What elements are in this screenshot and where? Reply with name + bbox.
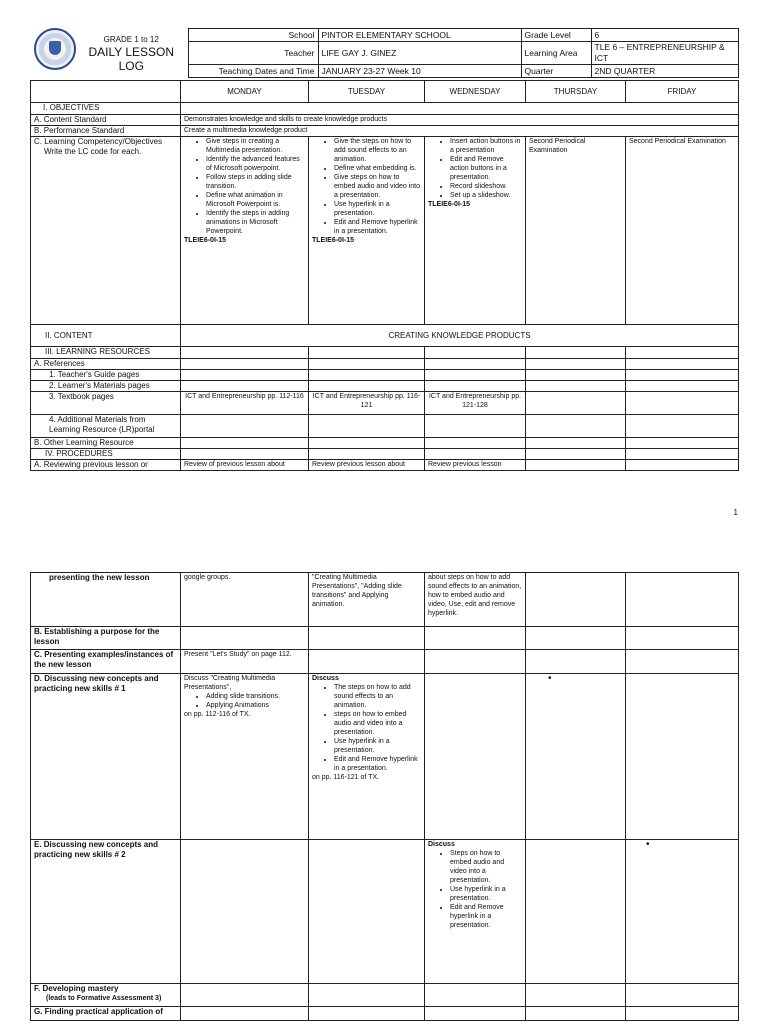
list-item: • Edit and Remove hyperlink in a presentation.: [334, 218, 421, 236]
list-item: • Follow steps in adding slide transition.: [206, 173, 305, 191]
review-monday: Review of previous lesson about: [181, 460, 309, 471]
concepts-1-tuesday-list: [312, 683, 421, 773]
school-value: PINTOR ELEMENTARY SCHOOL: [318, 29, 521, 42]
concepts-1-monday-list: [184, 692, 305, 710]
examples-label: C. Presenting examples/instances of the new lesson: [31, 650, 181, 674]
learners-materials-label: 2. Learner's Materials pages: [31, 381, 181, 392]
thursday-lc: Second Periodical Examination: [526, 137, 626, 325]
list-item: • Identify the advanced features of Microsoft powerpoint.: [206, 155, 305, 173]
other-resource-label: B. Other Learning Resource: [31, 438, 181, 449]
concepts-1-monday-intro: Discuss "Creating Multimedia Presentations",: [184, 675, 276, 691]
bullet-mark: •: [646, 839, 650, 850]
teacher-label: Teacher: [188, 42, 318, 65]
day-friday: FRIDAY: [626, 81, 739, 103]
content-value: CREATING KNOWLEDGE PRODUCTS: [181, 325, 739, 347]
examples-monday: Present "Let's Study" on page 112.: [181, 650, 309, 674]
list-item: • Record slideshow.: [450, 182, 522, 191]
presenting-wednesday: about steps on how to add sound effects to an animation, how to embed audio and video, Use, edit and remove hyperlink.: [425, 573, 526, 627]
grade-level-label: Grade Level: [521, 29, 591, 42]
resources-heading: III. LEARNING RESOURCES: [31, 347, 181, 359]
concepts-2-wednesday-intro: Discuss: [428, 841, 455, 848]
performance-standard-value: Create a multimedia knowledge product: [181, 126, 739, 137]
concepts-1-monday-tail: on pp. 112-116 of TX.: [184, 711, 251, 718]
concepts-1-tuesday-intro: Discuss: [312, 675, 339, 682]
list-item: • Adding slide transitions.: [206, 692, 305, 701]
concepts-2-wednesday-list: [428, 849, 522, 930]
learning-area-label: Learning Area: [521, 42, 591, 65]
quarter-label: Quarter: [521, 65, 591, 78]
review-tuesday: Review previous lesson about: [309, 460, 425, 471]
list-item: • Give the steps on how to add sound effects to an animation.: [334, 137, 421, 164]
presenting-tuesday: "Creating Multimedia Presentations", "Adding slide transitions" and Applying animation.: [309, 573, 425, 627]
day-tuesday: TUESDAY: [309, 81, 425, 103]
lc-label: C. Learning Competency/Objectives: [34, 137, 163, 146]
mastery-sub: (leads to Formative Assessment 3): [46, 995, 162, 1002]
review-label: A. Reviewing previous lesson or: [31, 460, 181, 471]
list-item: • Use hyperlink in a presentation.: [334, 737, 421, 755]
monday-objectives-list: [184, 137, 305, 236]
concepts-2-label: E. Discussing new concepts and practicing new skills # 2: [31, 840, 181, 984]
day-thursday: THURSDAY: [526, 81, 626, 103]
performance-standard-label: B. Performance Standard: [31, 126, 181, 137]
mastery-label: F. Developing mastery: [34, 984, 119, 993]
list-item: • Steps on how to embed audio and video into a presentation.: [450, 849, 522, 885]
concepts-1-tuesday-tail: on pp. 116-121 of TX.: [312, 774, 380, 781]
friday-lc: Second Periodical Examination: [626, 137, 739, 325]
concepts-1-label: D. Discussing new concepts and practicing new skills # 1: [31, 674, 181, 840]
quarter-value: 2ND QUARTER: [591, 65, 738, 78]
objectives-heading: I. OBJECTIVES: [31, 103, 181, 115]
purpose-label: B. Establishing a purpose for the lesson: [31, 627, 181, 650]
list-item: • Set up a slideshow.: [450, 191, 522, 200]
list-item: • Use hyperlink in a presentation.: [334, 200, 421, 218]
dates-value: JANUARY 23-27 Week 10: [318, 65, 521, 78]
textbook-wednesday: ICT and Entrepreneurship pp. 121-128: [425, 392, 526, 415]
day-monday: MONDAY: [181, 81, 309, 103]
day-wednesday: WEDNESDAY: [425, 81, 526, 103]
lesson-table-page1: [30, 80, 739, 471]
list-item: • Edit and Remove hyperlink in a presentation.: [334, 755, 421, 773]
list-item: • Use hyperlink in a presentation.: [450, 885, 522, 903]
list-item: • Give steps on how to embed audio and video into a presentation.: [334, 173, 421, 200]
tuesday-objectives-list: [312, 137, 421, 236]
presenting-label: presenting the new lesson: [31, 573, 181, 627]
monday-lc-code: TLEIE6-0I-15: [184, 237, 227, 244]
procedures-heading: IV. PROCEDURES: [31, 449, 181, 460]
list-item: • Insert action buttons in a presentation: [450, 137, 522, 155]
page-number: 1: [733, 508, 738, 517]
textbook-monday: ICT and Entrepreneurship pp. 112-116: [181, 392, 309, 415]
bullet-mark: •: [548, 673, 552, 684]
list-item: • Edit and Remove hyperlink in a presentation.: [450, 903, 522, 930]
dates-label: Teaching Dates and Time: [188, 65, 318, 78]
list-item: • Give steps in creating a Multimedia presentation.: [206, 137, 305, 155]
lesson-table-page2: [30, 572, 739, 1021]
content-standard-label: A. Content Standard: [31, 115, 181, 126]
wednesday-lc-code: TLEIE6-0I-15: [428, 201, 471, 208]
list-item: • Identify the steps in adding animations in Microsoft Powerpoint.: [206, 209, 305, 236]
list-item: • Define what animation in Microsoft Powerpoint is.: [206, 191, 305, 209]
list-item: • Edit and Remove action buttons in a presentation.: [450, 155, 522, 182]
textbook-label: 3. Textbook pages: [31, 392, 181, 415]
header-table: [30, 28, 739, 78]
tuesday-lc-code: TLEIE6-0I-15: [312, 237, 355, 244]
application-label: G. Finding practical application of: [31, 1007, 181, 1021]
list-item: • Applying Animations: [206, 701, 305, 710]
presenting-monday: google groups.: [181, 573, 309, 627]
list-item: • The steps on how to add sound effects to an animation.: [334, 683, 421, 710]
content-heading: II. CONTENT: [31, 325, 181, 347]
review-wednesday: Review previous lesson: [425, 460, 526, 471]
list-item: • Define what embedding is.: [334, 164, 421, 173]
textbook-tuesday: ICT and Entrepreneurship pp. 116-121: [309, 392, 425, 415]
lc-sub: Write the LC code for each.: [44, 147, 142, 156]
references-label: A. References: [31, 359, 181, 370]
teachers-guide-label: 1. Teacher's Guide pages: [31, 370, 181, 381]
grade-range: GRADE 1 to 12: [103, 34, 159, 44]
school-label: School: [188, 29, 318, 42]
content-standard-value: Demonstrates knowledge and skills to create knowledge products: [181, 115, 739, 126]
list-item: • steps on how to embed audio and video into a presentation.: [334, 710, 421, 737]
wednesday-objectives-list: [428, 137, 522, 200]
additional-materials-label: 4. Additional Materials from Learning Resource (LR)portal: [31, 415, 181, 438]
learning-area-value: TLE 6 – ENTREPRENEURSHIP & ICT: [591, 42, 738, 65]
grade-level-value: 6: [591, 29, 738, 42]
teacher-value: LIFE GAY J. GINEZ: [318, 42, 521, 65]
doc-title: DAILY LESSON LOG: [88, 44, 175, 73]
